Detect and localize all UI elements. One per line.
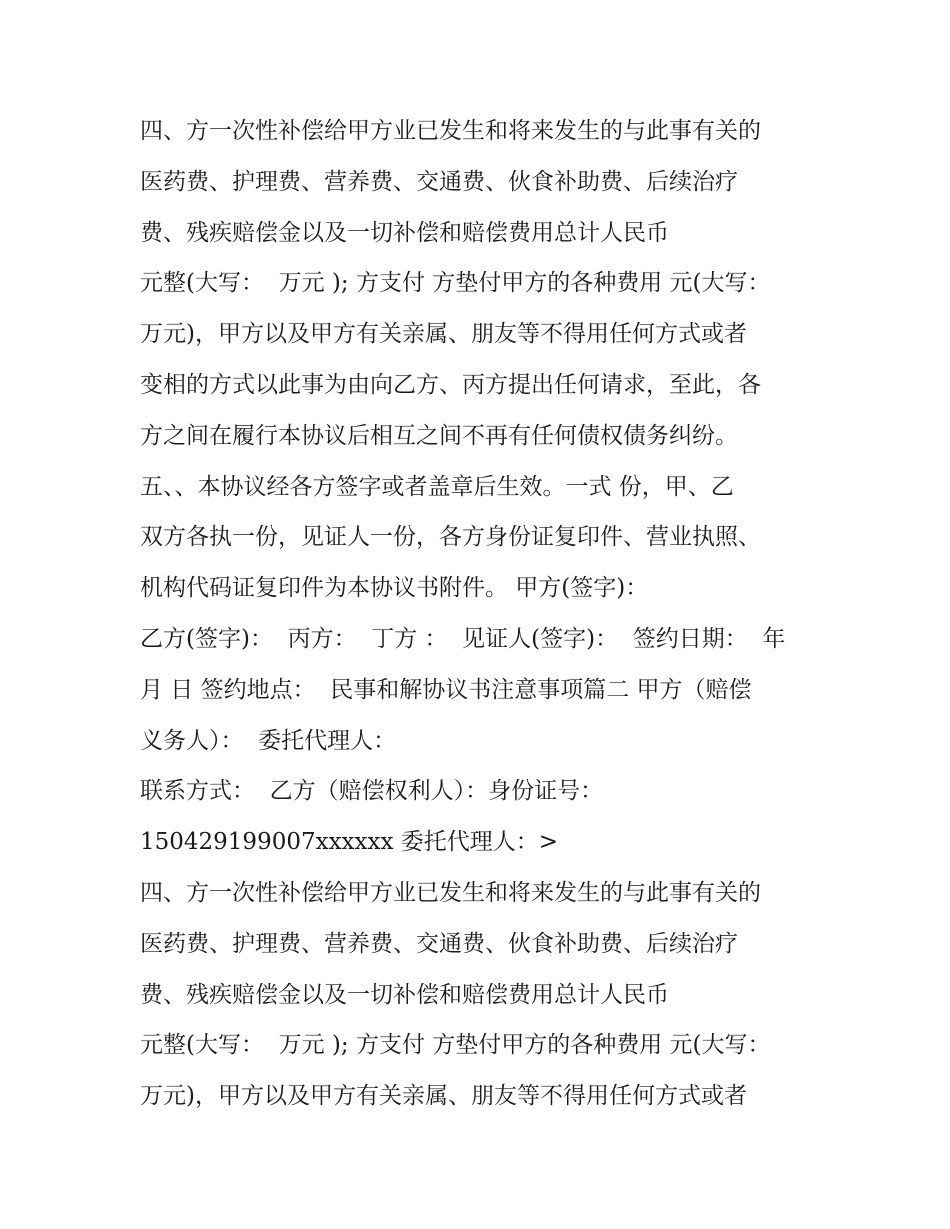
text-line: 乙方(签字)： 丙方： 丁方 ： 见证人(签字)： 签约日期： 年 xyxy=(140,625,786,652)
text-line: 150429199007xxxxxx 委托代理人：> xyxy=(140,829,559,856)
text-line: 四、方一次性补偿给甲方业已发生和将来发生的与此事有关的 xyxy=(140,118,761,144)
document-body xyxy=(140,106,840,1122)
text-line: 月 日 签约地点： 民事和解协议书注意事项篇二 甲方（赔偿 xyxy=(140,676,752,703)
text-line: 医药费、护理费、营养费、交通费、伙食补助费、后续治疗 xyxy=(140,168,738,195)
text-line: 万元)，甲方以及甲方有关亲属、朋友等不得用任何方式或者 xyxy=(140,321,747,348)
text-line: 联系方式： 乙方（赔偿权利人）：身份证号： xyxy=(140,778,604,805)
text-line: 费、残疾赔偿金以及一切补偿和赔偿费用总计人民币 xyxy=(140,219,669,246)
text-line: 四、方一次性补偿给甲方业已发生和将来发生的与此事有关的 xyxy=(140,879,761,906)
text-line: 机构代码证复印件为本协议书附件。 甲方(签字)： xyxy=(140,575,649,602)
text-line: 五、、本协议经各方签字或者盖章后生效。一式 份，甲、乙 xyxy=(140,473,734,500)
text-line: 双方各执一份，见证人一份，各方身份证复印件、营业执照、 xyxy=(140,524,761,551)
text-line: 元整(大写： 万元 ); 方支付 方垫付甲方的各种费用 元(大写： xyxy=(140,1032,771,1059)
text-line: 万元)，甲方以及甲方有关亲属、朋友等不得用任何方式或者 xyxy=(140,1083,747,1110)
text-line: 元整(大写： 万元 ); 方支付 方垫付甲方的各种费用 元(大写： xyxy=(140,270,771,297)
text-line: 方之间在履行本协议后相互之间不再有任何债权债务纠纷。 xyxy=(140,422,738,449)
text-line: 费、残疾赔偿金以及一切补偿和赔偿费用总计人民币 xyxy=(140,981,669,1008)
text-line: 义务人）： 委托代理人： xyxy=(140,727,397,754)
text-line: 医药费、护理费、营养费、交通费、伙食补助费、后续治疗 xyxy=(140,930,738,957)
text-line: 变相的方式以此事为由向乙方、丙方提出任何请求，至此，各 xyxy=(140,371,761,398)
